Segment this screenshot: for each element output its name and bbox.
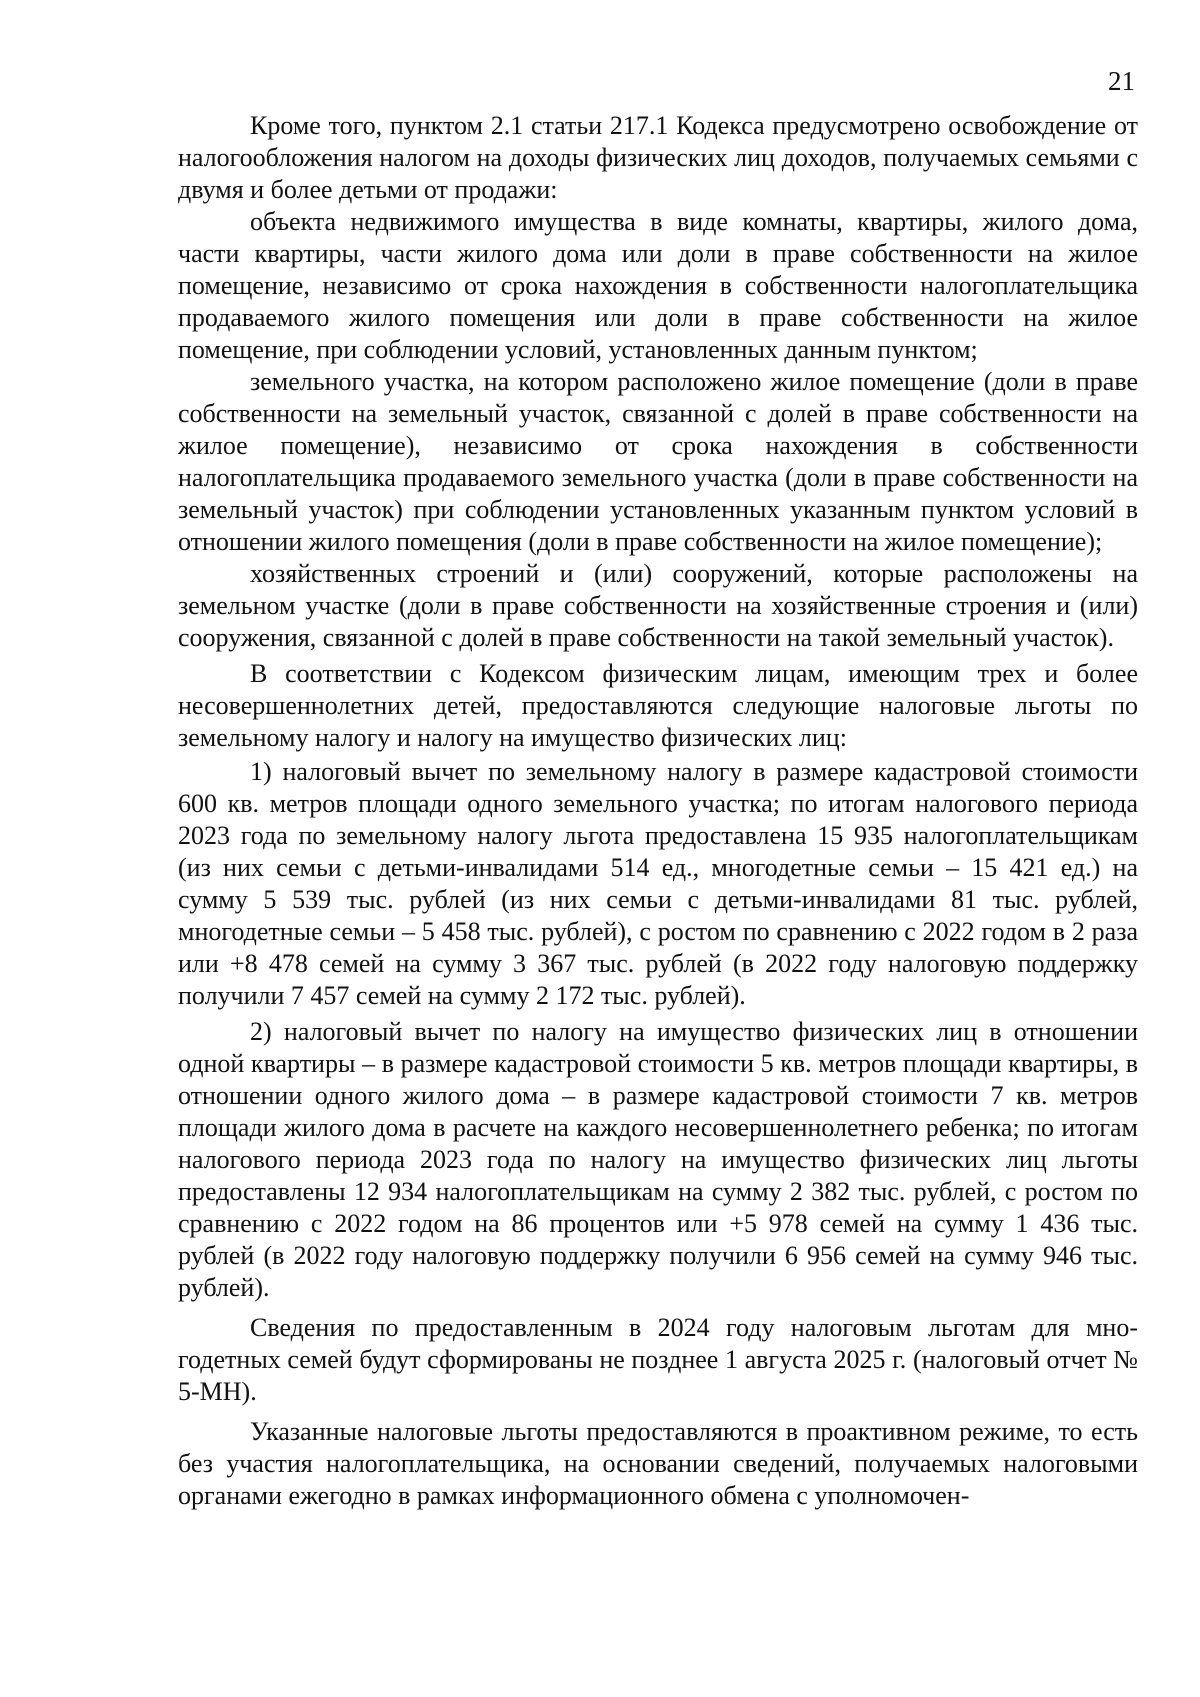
paragraph-real-estate: объекта недвижимого имущества в виде комнаты, квартиры, жилого дома, части квартиры, части жилого дома или доли в праве собственности на жилое помещение, независимо от срока нахождения в собственности налогоплательщика продаваемого жилого помещения или доли в праве собственности на жилое помещение, при соблюдении условий, установленных данным пунктом; bbox=[178, 207, 1138, 364]
paragraph-land-plot: земельного участка, на котором расположено жилое помещение (доли в праве собственности на земельный участок, связанной с долей в праве собственности на жилое помещение), независимо от срока нахождения в собственности налогоплательщика продаваемого земельного участка (доли в праве собственности на земельный участок) при соблюдении установленных указанным пунктом условий в отношении жилого помещения (доли в праве собственности на жилое помещение); bbox=[178, 367, 1138, 556]
paragraph-exemption-intro: Кроме того, пунктом 2.1 статьи 217.1 Кодекса предусмотрено освобождение от налогообложения налогом на доходы физических лиц доходов, получаемых семьями с двумя и более детьми от продажи: bbox=[178, 111, 1138, 204]
paragraph-2024-report: Сведения по предоставленным в 2024 году налоговым льготам для многодетных семей будут сформированы не позднее 1 августа 2025 г. (налоговый отчет № 5-МН). bbox=[178, 1313, 1138, 1406]
document-body bbox=[178, 110, 1138, 1512]
paragraph-land-tax-deduction: 1) налоговый вычет по земельному налогу в размере кадастровой стоимости 600 кв. метров площади одного земельного участка; по итогам налогового периода 2023 года по земельному налогу льгота предоставлена 15 935 налогоплательщикам (из них семьи с детьми-инвалидами 514 ед., многодетные семьи – 15 421 ед.) на сумму 5 539 тыс. рублей (из них семьи с детьми-инвалидами 81 тыс. рублей, многодетные семьи – 5 458 тыс. рублей), с ростом по сравнению с 2022 годом в 2 раза или +8 478 семей на сумму 3 367 тыс. рублей (в 2022 году налоговую поддержку получили 7 457 семей на сумму 2 172 тыс. рублей). bbox=[178, 757, 1138, 1010]
page-number: 21 bbox=[1108, 66, 1135, 96]
paragraph-large-families-benefits: В соответствии с Кодексом физическим лицам, имеющим трех и более несовершеннолетних детей, предоставляются следующие налоговые льготы по земельному налогу и налогу на имущество физических лиц: bbox=[178, 659, 1138, 752]
paragraph-outbuildings: хозяйственных строений и (или) сооружений, которые расположены на земельном участке (доли в праве собственности на хозяйственные строения и (или) сооружения, связанной с долей в праве собственности на такой земельный участок). bbox=[178, 559, 1138, 652]
paragraph-property-tax-deduction: 2) налоговый вычет по налогу на имущество физических лиц в отношении одной квартиры – в размере кадастровой стоимости 5 кв. метров площади квартиры, в отношении одного жилого дома – в размере кадастровой стоимости 7 кв. метров площади жилого дома в расчете на каждого несовершеннолетнего ребенка; по итогам налогового периода 2023 года по налогу на имущество физических лиц льготы предоставлены 12 934 налогоплательщикам на сумму 2 382 тыс. рублей, с ростом по сравнению с 2022 годом на 86 процентов или +5 978 семей на сумму 1 436 тыс. рублей (в 2022 году налоговую поддержку получили 6 956 семей на сумму 946 тыс. рублей). bbox=[178, 1017, 1138, 1302]
paragraph-proactive-mode: Указанные налоговые льготы предоставляются в проактивном режиме, то есть без участия налогоплательщика, на основании сведений, получаемых налоговыми органами ежегодно в рамках информационного обмена с уполномочен- bbox=[178, 1417, 1138, 1510]
